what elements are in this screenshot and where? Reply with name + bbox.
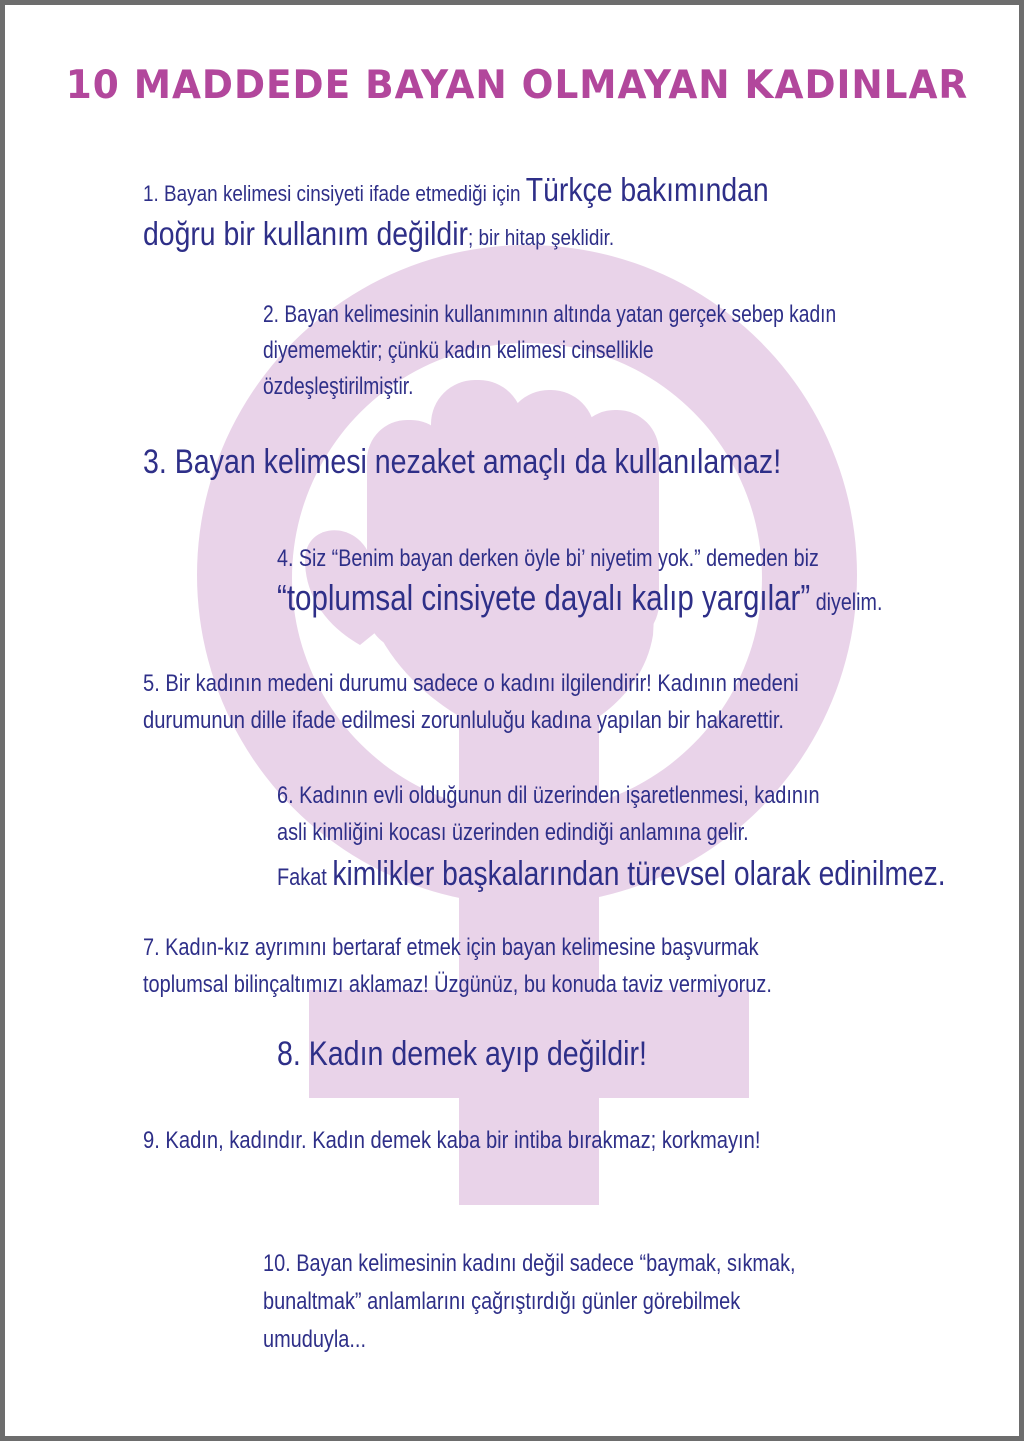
item-1 [143, 171, 769, 253]
item-9 [143, 1127, 760, 1155]
item-9-line-1: 9. Kadın, kadındır. Kadın demek kaba bir intiba bırakmaz; korkmayın! [143, 1127, 761, 1154]
item-6-line-2: asli kimliğini kocası üzerinden edindiği anlamına gelir. [277, 819, 749, 846]
item-7-line-2: toplumsal bilinçaltımızı aklamaz! Üzgünüz, bu konuda taviz vermiyoruz. [143, 971, 772, 998]
item-4-line-1: 4. Siz “Benim bayan derken öyle bi’ niyetim yok.” demeden biz [277, 545, 819, 572]
item-3-line-1: 3. Bayan kelimesi nezaket amaçlı da kullanılamaz! [143, 443, 782, 481]
item-10-line-1: 10. Bayan kelimesinin kadını değil sadece “baymak, sıkmak, [263, 1250, 796, 1277]
item-3 [143, 443, 781, 482]
item-6 [277, 777, 946, 901]
item-4 [277, 545, 882, 619]
item-2-line-1: 2. Bayan kelimesinin kullanımının altında yatan gerçek sebep kadın [263, 301, 837, 328]
item-2-line-2: diyememektir; çünkü kadın kelimesi cinsellikle [263, 337, 654, 364]
item-10-line-3: umuduyla... [263, 1326, 366, 1353]
item-5-line-1: 5. Bir kadının medeni durumu sadece o kadını ilgilendirir! Kadının medeni [143, 670, 799, 697]
item-5-line-2: durumunun dille ifade edilmesi zorunluluğu kadına yapılan bir hakarettir. [143, 707, 785, 734]
item-6-line-3-a: Fakat [277, 864, 333, 891]
item-1-line-2-a: doğru bir kullanım değildir [143, 215, 468, 252]
item-4-line-2-a: “toplumsal cinsiyete dayalı kalıp yargılar” [277, 577, 811, 618]
item-1-line-1-b: Türkçe bakımından [525, 171, 769, 208]
item-10-line-2: bunaltmak” anlamlarını çağrıştırdığı günler görebilmek [263, 1288, 741, 1315]
item-2 [263, 297, 836, 405]
item-2-line-3: özdeşleştirilmiştir. [263, 373, 414, 400]
item-6-line-3-b: kimlikler başkalarından türevsel olarak edinilmez. [332, 855, 946, 893]
item-1-line-2-b: ; bir hitap şeklidir. [467, 225, 615, 250]
item-4-line-2-b: diyelim. [810, 589, 883, 616]
item-8 [277, 1035, 647, 1074]
item-7 [143, 929, 772, 1003]
item-8-line-1: 8. Kadın demek ayıp değildir! [277, 1035, 647, 1073]
item-5 [143, 665, 799, 739]
item-6-line-1: 6. Kadının evli olduğunun dil üzerinden işaretlenmesi, kadının [277, 782, 820, 809]
page-title: 10 MADDEDE BAYAN OLMAYAN KADINLAR [65, 63, 969, 108]
item-7-line-1: 7. Kadın-kız ayrımını bertaraf etmek için bayan kelimesine başvurmak [143, 934, 759, 961]
item-10 [263, 1245, 796, 1359]
item-1-line-1-a: 1. Bayan kelimesi cinsiyeti ifade etmediği için [143, 181, 526, 206]
